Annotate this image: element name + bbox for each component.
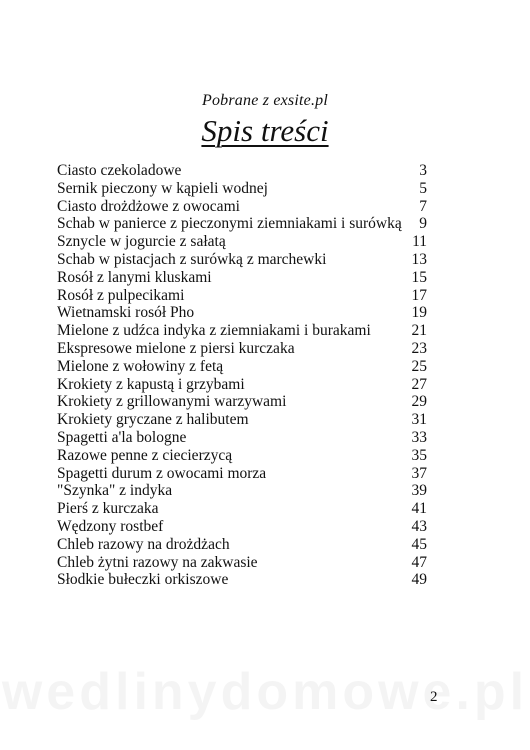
toc-entry-title: Sznycle w jogurcie z sałatą — [57, 233, 226, 251]
source-note: Pobrane z exsite.pl — [202, 92, 328, 109]
toc-entry — [57, 571, 427, 589]
toc-entry-page: 33 — [411, 428, 427, 446]
toc-entry — [57, 465, 427, 483]
toc-entry-title: Krokiety z grillowanymi warzywami — [57, 393, 287, 411]
toc-entry — [57, 482, 427, 500]
toc-entry-page: 31 — [411, 411, 427, 429]
toc-entry-title: Ciasto czekoladowe — [57, 162, 182, 179]
toc-entry — [57, 536, 427, 554]
toc-entry-page: 25 — [411, 357, 427, 375]
toc-entry-title: Rosół z lanymi kluskami — [57, 268, 212, 286]
toc-entry — [57, 393, 427, 411]
toc-entry — [57, 322, 427, 340]
toc-entry-title: Krokiety gryczane z halibutem — [57, 411, 249, 429]
toc-entry-page: 9 — [419, 215, 427, 233]
page-title — [0, 112, 530, 149]
toc-entry-title: "Szynka" z indyka — [57, 482, 173, 500]
toc-entry — [57, 340, 427, 358]
toc-entry-page: 47 — [411, 553, 427, 571]
toc-entry-page: 19 — [411, 304, 427, 322]
toc-entry — [57, 429, 427, 447]
toc-entry-title: Spagetti durum z owocami morza — [57, 464, 267, 482]
toc-entry — [57, 447, 427, 465]
toc-entry — [57, 233, 427, 251]
toc-entry-page: 3 — [419, 162, 427, 179]
toc-entry — [57, 500, 427, 518]
toc-entry — [57, 287, 427, 305]
toc-entry-title: Ekspresowe mielone z piersi kurczaka — [57, 339, 295, 357]
toc-entry — [57, 215, 427, 233]
watermark — [0, 662, 530, 722]
toc-entry-page: 43 — [411, 517, 427, 535]
toc-entry-title: Wietnamski rosół Pho — [57, 304, 195, 322]
page-number: 2 — [430, 689, 438, 705]
toc-entry — [57, 198, 427, 216]
page-title-text: Spis treści — [201, 113, 329, 148]
toc-entry-title: Mielone z udźca indyka z ziemniakami i burakami — [57, 322, 371, 340]
toc-entry-page: 35 — [411, 446, 427, 464]
toc-entry-page: 11 — [412, 233, 427, 251]
toc-entry-page: 37 — [411, 464, 427, 482]
toc-entry-page: 5 — [419, 179, 427, 197]
toc-entry — [57, 376, 427, 394]
toc-entry-title: Rosół z pulpecikami — [57, 286, 185, 304]
toc-entry-page: 7 — [419, 197, 427, 215]
toc-entry — [57, 518, 427, 536]
toc-entry-title: Pierś z kurczaka — [57, 500, 159, 518]
toc-entry — [57, 304, 427, 322]
toc-entry-title: Ciasto drożdżowe z owocami — [57, 197, 240, 215]
toc-entry-page: 23 — [411, 339, 427, 357]
toc-entry-page: 41 — [411, 500, 427, 518]
toc-entry-title: Spagetti a'la bologne — [57, 428, 187, 446]
toc-entry-page: 13 — [411, 250, 427, 268]
toc-entry-title: Wędzony rostbef — [57, 517, 164, 535]
toc-entry — [57, 411, 427, 429]
toc-entry-title: Razowe penne z ciecierzycą — [57, 446, 233, 464]
toc-entry-page: 39 — [411, 482, 427, 500]
toc-entry-title: Schab w pistacjach z surówką z marchewki — [57, 250, 327, 268]
toc-entry — [57, 162, 427, 180]
toc-entry-title: Schab w panierce z pieczonymi ziemniakami i surówką — [57, 215, 402, 233]
toc-entry-page: 17 — [411, 286, 427, 304]
toc-entry-page: 21 — [411, 322, 427, 340]
toc-entry-page: 29 — [411, 393, 427, 411]
toc-entry — [57, 180, 427, 198]
toc-entry-page: 27 — [411, 375, 427, 393]
toc-entry — [57, 269, 427, 287]
toc-entry-page: 45 — [411, 535, 427, 553]
toc-entry — [57, 251, 427, 269]
table-of-contents — [57, 162, 427, 589]
toc-entry-page: 15 — [411, 268, 427, 286]
toc-entry — [57, 554, 427, 572]
toc-entry-title: Sernik pieczony w kąpieli wodnej — [57, 179, 268, 197]
toc-entry-title: Chleb żytni razowy na zakwasie — [57, 553, 258, 571]
toc-entry-title: Chleb razowy na drożdżach — [57, 535, 230, 553]
toc-entry-title: Mielone z wołowiny z fetą — [57, 357, 224, 375]
toc-entry-page: 49 — [411, 571, 427, 589]
toc-entry-title: Słodkie bułeczki orkiszowe — [57, 571, 229, 589]
toc-entry-title: Krokiety z kapustą i grzybami — [57, 375, 245, 393]
toc-entry — [57, 358, 427, 376]
